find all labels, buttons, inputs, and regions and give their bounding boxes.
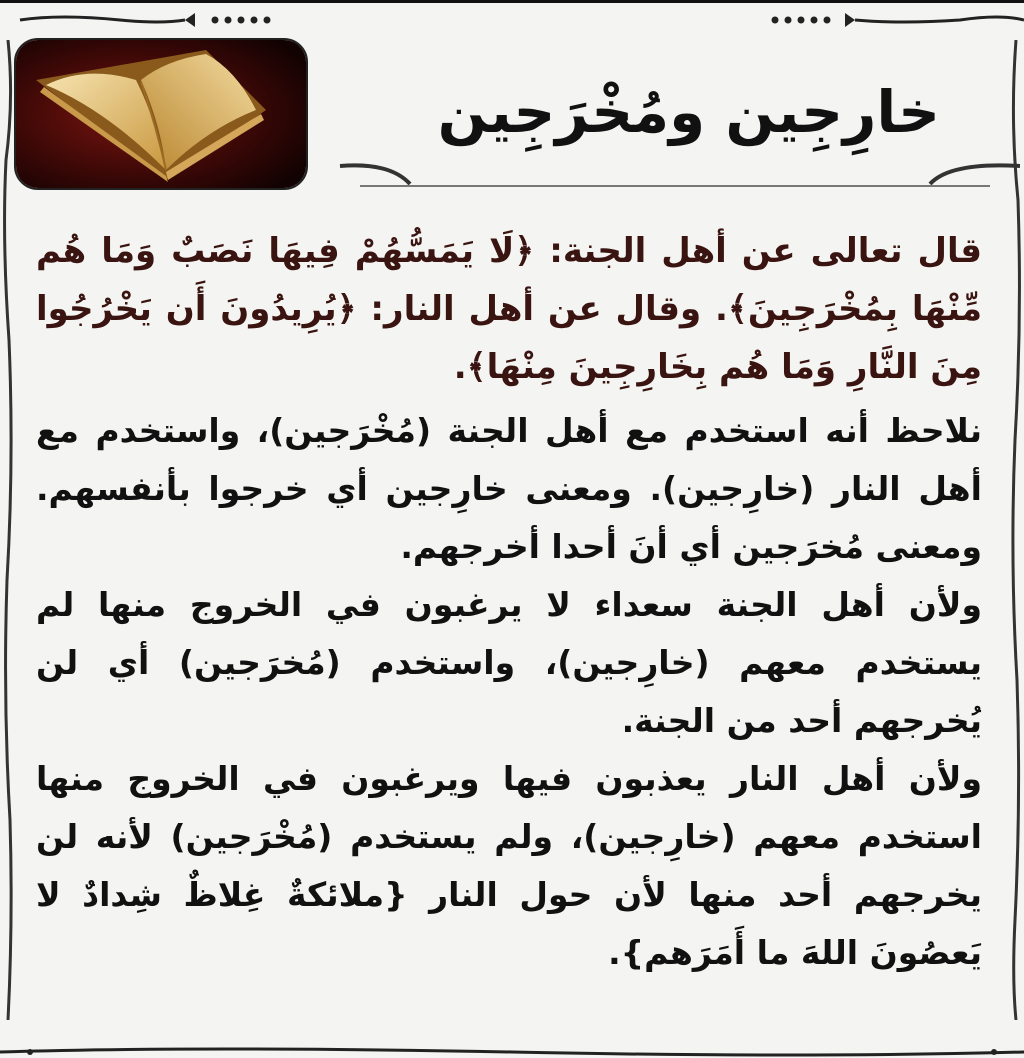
paragraph-paradise: ولأن أهل الجنة سعداء لا يرغبون في الخروج منها لم يستخدم معهم (خارِجين)، واستخدم (مُخرَجين) أي لن يُخرجهم أحد من الجنة. bbox=[36, 585, 982, 740]
bottom-ornament bbox=[0, 1018, 1024, 1058]
open-book-image bbox=[14, 38, 308, 190]
paragraph-observation: نلاحظ أنه استخدم مع أهل الجنة (مُخْرَجين)، واستخدم مع أهل النار (خارِجين). ومعنى خارِجين أي خرجوا بأنفسهم. ومعنى مُخرَجين أي أنَ أحدا أخرجهم. bbox=[36, 411, 982, 566]
left-border-ornament bbox=[0, 40, 18, 1020]
title-banner bbox=[330, 66, 1020, 196]
paragraph-hellfire: ولأن أهل النار يعذبون فيها ويرغبون في الخروج منها استخدم معهم (خارِجين)، ولم يستخدم (مُخْرَجين) لأنه لن يخرجهم أحد منها لأن حول النار {ملائكةٌ غِلاظٌ شِدادٌ لا يَعصُونَ اللهَ ما أَمَرَهم}. bbox=[36, 759, 982, 972]
page-title: خارِجِين ومُخْرَجِين bbox=[437, 78, 940, 146]
paragraph-quranic-quotes: قال تعالى عن أهل الجنة: ﴿لَا يَمَسُّهُمْ فِيهَا نَصَبٌ وَمَا هُم مِّنْهَا بِمُخْرَجِينَ﴾. وقال عن أهل النار: ﴿يُرِيدُونَ أَن يَخْرُجُوا مِنَ النَّارِ وَمَا هُم بِخَارِجِينَ مِنْهَا﴾. bbox=[36, 231, 982, 387]
top-ornament bbox=[0, 0, 1024, 40]
article-body bbox=[36, 222, 982, 982]
